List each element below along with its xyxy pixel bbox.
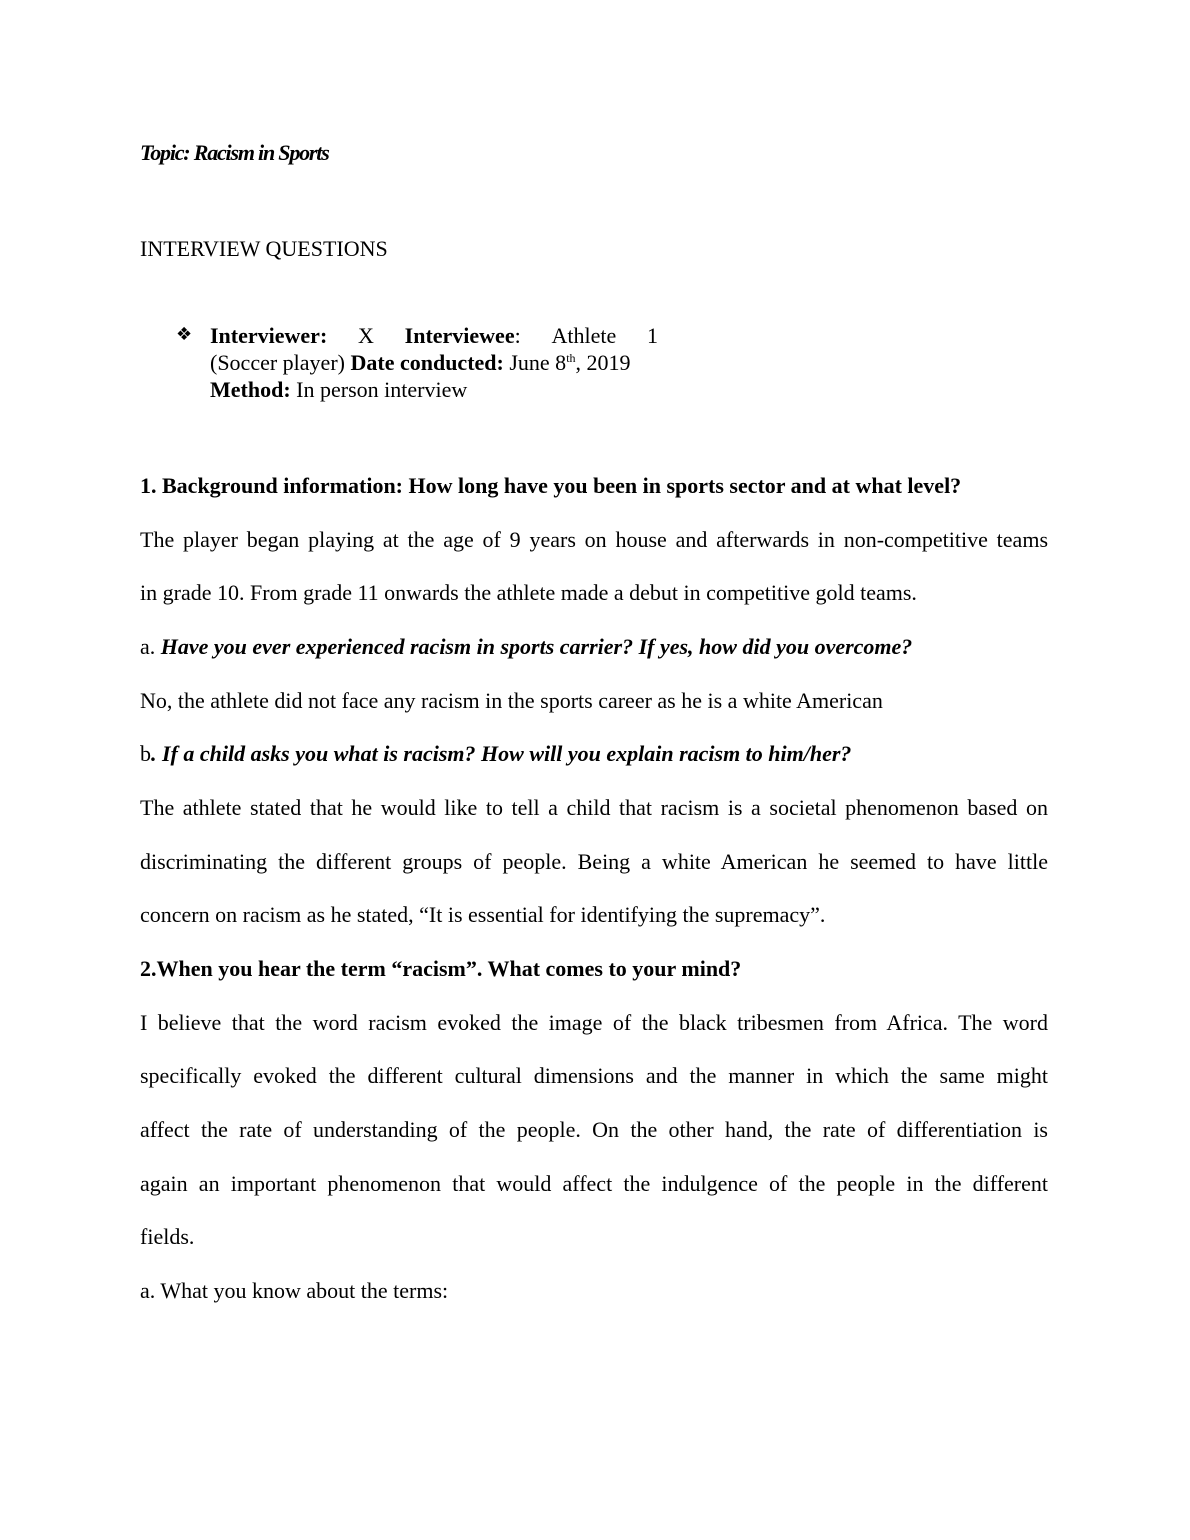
details-line-1 (210, 322, 658, 349)
question-1b (140, 727, 1048, 781)
answer-1b-line-2: discriminating the different groups of people. Being a white American he seemed to have little (140, 849, 1048, 874)
answer-2-line-2: specifically evoked the different cultural dimensions and the manner in which the same might (140, 1063, 1048, 1088)
method-label: Method: (210, 377, 291, 402)
interview-details-text (210, 322, 658, 403)
details-line-3 (210, 376, 658, 403)
question-2: 2.When you hear the term “racism”. What comes to your mind? (140, 956, 742, 981)
interviewee-label: Interviewee (404, 323, 515, 348)
answer-2-line-4: again an important phenomenon that would affect the indulgence of the people in the different (140, 1171, 1048, 1196)
question-1a (140, 620, 1048, 674)
question-1a-text: Have you ever experienced racism in sports carrier? If yes, how did you overcome? (160, 634, 913, 659)
interviewee-colon: : (514, 323, 521, 348)
interviewee-value-1: Athlete (551, 323, 617, 348)
interviewee-value-2: 1 (646, 323, 658, 348)
answer-1b-line-3: concern on racism as he stated, “It is essential for identifying the supremacy”. (140, 902, 826, 927)
question-1b-text: . If a child asks you what is racism? How will you explain racism to him/her? (151, 741, 852, 766)
question-1a-prefix: a. (140, 634, 161, 659)
method-value: In person interview (296, 377, 468, 402)
date-label: Date conducted: (350, 350, 504, 375)
interviewer-label: Interviewer: (210, 323, 328, 348)
details-line-2 (210, 349, 658, 376)
question-1: 1. Background information: How long have you been in sports sector and at what level? (140, 473, 962, 498)
interviewee-detail: (Soccer player) (210, 350, 345, 375)
topic-title: Topic: Racism in Sports (140, 140, 329, 165)
answer-2-line-3: affect the rate of understanding of the people. On the other hand, the rate of differentiation is (140, 1117, 1048, 1142)
answer-1b-line-1: The athlete stated that he would like to tell a child that racism is a societal phenomenon based on (140, 795, 1048, 820)
date-value-main: June 8 (509, 350, 567, 375)
answer-1-line-1: The player began playing at the age of 9 years on house and afterwards in non-competitive teams (140, 527, 1048, 552)
date-value-year: , 2019 (575, 350, 631, 375)
diamond-bullet-icon: ❖ (176, 324, 193, 345)
answer-1a: No, the athlete did not face any racism in the sports career as he is a white American (140, 688, 883, 713)
question-2a: a. What you know about the terms: (140, 1278, 449, 1303)
interviewer-value: X (358, 323, 374, 348)
answer-2-line-5: fields. (140, 1224, 195, 1249)
answer-2-line-1: I believe that the word racism evoked the image of the black tribesmen from Africa. The word (140, 1010, 1048, 1035)
question-1b-prefix: b (140, 741, 151, 766)
answer-1-line-2: in grade 10. From grade 11 onwards the athlete made a debut in competitive gold teams. (140, 580, 917, 605)
date-ordinal: th (566, 351, 576, 365)
interviewee-field (405, 322, 521, 349)
section-heading: INTERVIEW QUESTIONS (140, 236, 388, 261)
date-value (509, 349, 630, 376)
